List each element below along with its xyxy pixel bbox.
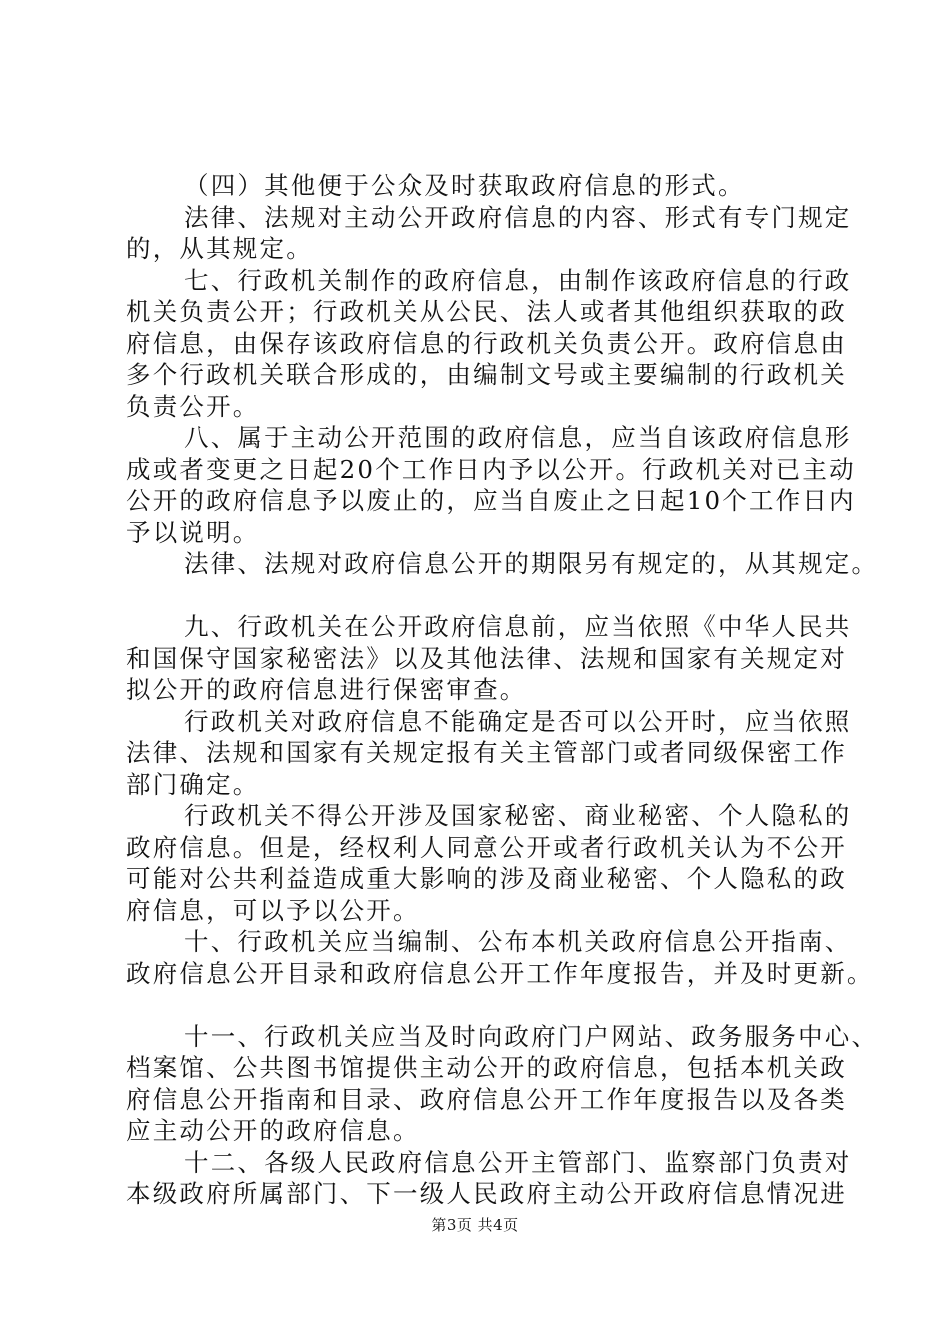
text-line: 十、行政机关应当编制、公布本机关政府信息公开指南、 xyxy=(184,927,852,956)
text-line: 府信息，由保存该政府信息的行政机关负责公开。政府信息由 xyxy=(126,328,847,358)
text-line: 本级政府所属部门、下一级人民政府主动公开政府信息情况进 xyxy=(126,1179,847,1208)
text-line: 的，从其规定。 xyxy=(126,234,313,263)
text-line: 十一、行政机关应当及时向政府门户网站、政务服务中心、 xyxy=(184,1021,879,1051)
text-line: 政府信息。但是，经权利人同意公开或者行政机关认为不公开 xyxy=(126,832,847,862)
text-line: 档案馆、公共图书馆提供主动公开的政府信息，包括本机关政 xyxy=(126,1053,847,1082)
text-line: 应主动公开的政府信息。 xyxy=(126,1116,420,1145)
text-line: 拟公开的政府信息进行保密审查。 xyxy=(126,675,527,704)
text-line: 七、行政机关制作的政府信息，由制作该政府信息的行政 xyxy=(184,265,852,295)
text-line: 十二、各级人民政府信息公开主管部门、监察部门负责对 xyxy=(184,1147,852,1177)
text-line: 部门确定。 xyxy=(126,769,260,799)
text-line: 法律、法规对政府信息公开的期限另有规定的，从其规定。 xyxy=(184,549,879,578)
text-line: 政府信息公开目录和政府信息公开工作年度报告，并及时更新。 xyxy=(126,958,874,988)
text-line: 予以说明。 xyxy=(126,517,260,547)
text-line: 和国保守国家秘密法》以及其他法律、法规和国家有关规定对 xyxy=(126,643,847,673)
text-line: （四）其他便于公众及时获取政府信息的形式。 xyxy=(184,171,745,200)
text-line: 成或者变更之日起20个工作日内予以公开。行政机关对已主动 xyxy=(126,454,856,484)
text-line: 九、行政机关在公开政府信息前，应当依照《中华人民共 xyxy=(184,612,852,641)
text-line: 八、属于主动公开范围的政府信息，应当自该政府信息形 xyxy=(184,423,852,452)
paragraph-gap xyxy=(126,989,846,1021)
page-number: 第3页 共4页 xyxy=(431,1216,519,1234)
text-line: 法律、法规和国家有关规定报有关主管部门或者同级保密工作 xyxy=(126,738,847,767)
text-line: 公开的政府信息予以废止的，应当自废止之日起10个工作日内 xyxy=(126,486,856,515)
text-line: 法律、法规对主动公开政府信息的内容、形式有专门规定 xyxy=(184,202,852,232)
document-body xyxy=(126,170,879,1210)
text-line: 府信息公开指南和目录、政府信息公开工作年度报告以及各类 xyxy=(126,1084,847,1114)
text-line: 机关负责公开；行政机关从公民、法人或者其他组织获取的政 xyxy=(126,297,847,326)
text-line: 行政机关不得公开涉及国家秘密、商业秘密、个人隐私的 xyxy=(184,801,852,830)
text-line: 府信息，可以予以公开。 xyxy=(126,895,420,925)
text-line: 多个行政机关联合形成的，由编制文号或主要编制的行政机关 xyxy=(126,360,847,389)
paragraph-gap xyxy=(126,580,846,612)
text-line: 行政机关对政府信息不能确定是否可以公开时，应当依照 xyxy=(184,706,852,736)
text-line: 可能对公共利益造成重大影响的涉及商业秘密、个人隐私的政 xyxy=(126,864,847,893)
text-line: 负责公开。 xyxy=(126,391,260,421)
